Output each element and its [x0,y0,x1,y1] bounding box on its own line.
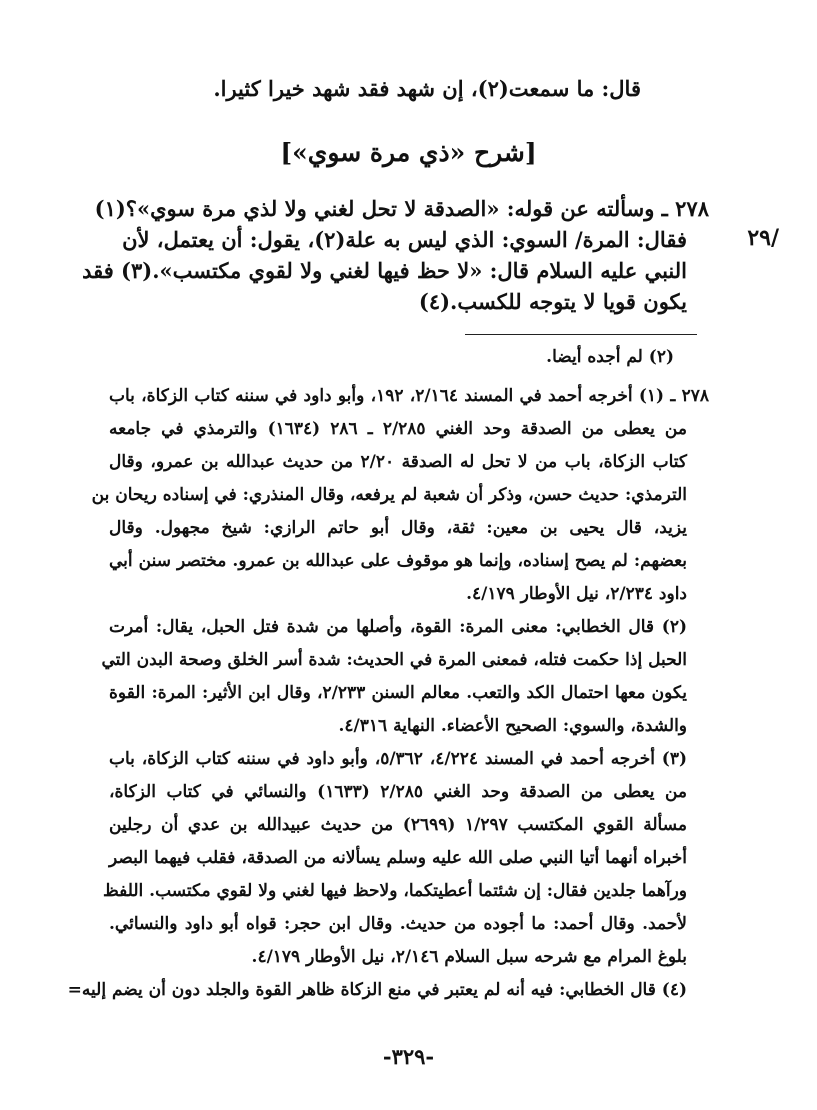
footnote-separator [465,334,697,335]
footnote-3-line-6: لأحمد. وقال أحمد: ما أجوده من حديث. وقال ابن حجر: قواه أبو داود والنسائي. [109,914,687,934]
footnote-2-line-2: الحبل إذا حكمت فتله، فمعنى المرة في الحديث: شدة أسر الخلق وصحة البدن التي [101,650,687,670]
footnote-1-line-4: الترمذي: حديث حسن، وذكر أن شعبة لم يرفعه، وقال المنذري: في إسناده ريحان بن [91,485,687,505]
footnote-1-line-2: من يعطى من الصدقة وحد الغني ٢/٢٨٥ ـ ٢٨٦ (١٦٣٤) والترمذي في جامعه [109,419,687,439]
footnote-2-line-4: والشدة، والسوي: الصحيح الأعضاء. النهاية ٤/٣١٦. [338,716,687,736]
footnote-3-line-1: (٣) أخرجه أحمد في المسند ٤/٢٢٤، ٥/٣٦٢، وأبو داود في سننه كتاب الزكاة، باب [109,749,688,769]
paragraph-line-3: يكون قويا لا يتوجه للكسب.(٤) [418,289,687,314]
footnote-3-line-2: من يعطى من الصدقة وحد الغني ٢/٢٨٥ (١٦٣٣) والنسائي في كتاب الزكاة، [109,782,687,802]
footnote-4-line-1: (٤) قال الخطابي: فيه أنه لم يعتبر في منع الزكاة ظاهر القوة والجلد دون أن يضم إليه= [67,980,687,1000]
question-line: ٢٧٨ ـ وسألته عن قوله: «الصدقة لا تحل لغني ولا لذي مرة سوي»؟(١) [94,196,709,221]
footnote-1-line-3: كتاب الزكاة، باب من لا تحل له الصدقة ٢/٢٠ من حديث عبدالله بن عمرو، وقال [109,452,688,472]
footnote-1-line-1: ٢٧٨ ـ (١) أخرجه أحمد في المسند ٢/١٦٤، ١٩٢، وأبو داود في سننه كتاب الزكاة، باب [109,386,709,406]
footnote-1-line-7: داود ٢/٢٣٤، نيل الأوطار ٤/١٧٩. [466,584,687,604]
footnote-2-line-1: (٢) قال الخطابي: معنى المرة: القوة، وأصلها من شدة فتل الحبل، يقال: أمرت [109,617,687,637]
footnote-3-line-7: بلوغ المرام مع شرحه سبل السلام ٢/١٤٦، نيل الأوطار ٤/١٧٩. [251,947,687,967]
main-line-1: قال: ما سمعت(٢)، إن شهد فقد شهد خيرا كثيرا. [213,76,641,101]
margin-folio-ref: ٢٩/ [747,225,779,251]
footnote-1-line-5: يزيد، قال يحيى بن معين: ثقة، وقال أبو حاتم الرازي: شيخ مجهول. وقال [109,518,687,538]
footnote-prev-2: (٢) لم أجده أيضا. [546,347,674,367]
footnote-3-line-4: أخبراه أنهما أتيا النبي صلى الله عليه وسلم يسألانه من الصدقة، فقلب فيهما البصر [109,848,687,868]
footnote-3-line-5: ورآهما جلدين فقال: إن شئتما أعطيتكما، ولاحظ فيها لغني ولا لقوي مكتسب. اللفظ [102,881,687,901]
paragraph-line-2: النبي عليه السلام قال: «لا حظ فيها لغني ولا لقوي مكتسب».(٣) فقد [82,258,687,283]
footnote-3-line-3: مسألة القوي المكتسب ١/٢٩٧ (٢٦٩٩) من حديث عبيدالله بن عدي أن رجلين [109,815,687,835]
footnote-2-line-3: يكون معها احتمال الكد والتعب. معالم السنن ٢/٢٣٣، وقال ابن الأثير: المرة: القوة [109,683,688,703]
page-number: -٣٢٩- [382,1044,435,1069]
section-heading: [شرح «ذي مرة سوي»] [280,138,537,167]
footnote-1-line-6: بعضهم: لم يصح إسناده، وإنما هو موقوف على عبدالله بن عمرو. مختصر سنن أبي [109,551,687,571]
paragraph-line-1: فقال: المرة/ السوي: الذي ليس به علة(٢)، يقول: أن يعتمل، لأن [122,227,687,252]
